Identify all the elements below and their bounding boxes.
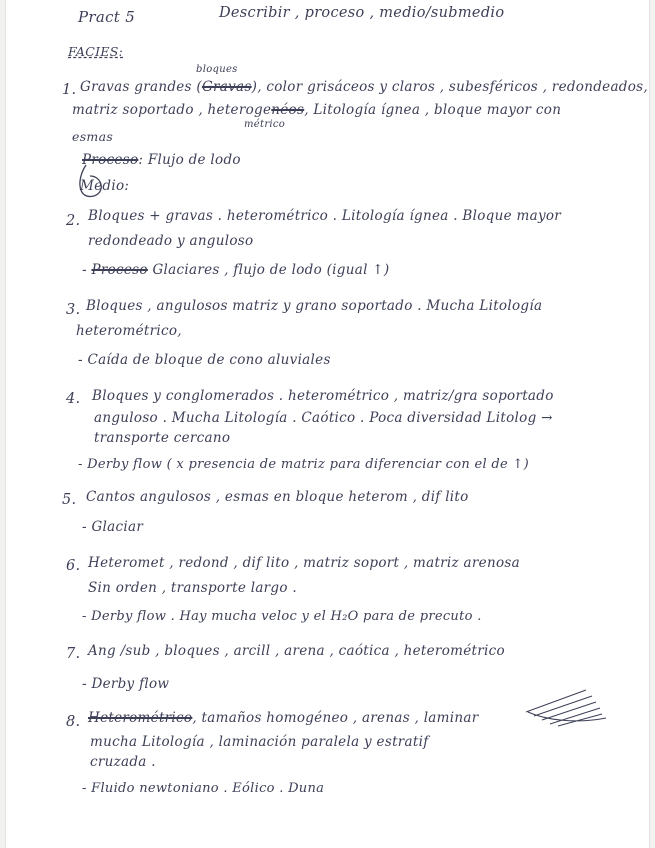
header-topics: Describir , proceso , medio/submedio bbox=[219, 5, 505, 21]
item1-line2-sub: métrico bbox=[244, 119, 286, 130]
item2-process: - Proceso Glaciares , flujo de lodo (igual ↑) bbox=[82, 262, 390, 278]
item4-line3: transporte cercano bbox=[94, 430, 231, 446]
item5-number: 5. bbox=[62, 492, 77, 508]
item4-line2: anguloso . Mucha Litología . Caótico . Poca diversidad Litolog → bbox=[94, 410, 553, 426]
item1-process: Proceso: Flujo de lodo bbox=[82, 152, 241, 168]
item7-number: 7. bbox=[66, 646, 81, 662]
item1-insert-above: bloques bbox=[196, 64, 238, 75]
item8-line1: Heterométrico, tamaños homogéneo , arenas , laminar bbox=[88, 710, 479, 726]
item8-line3: cruzada . bbox=[90, 754, 156, 770]
item6-line2: Sin orden , transporte largo . bbox=[88, 580, 297, 596]
practice-title: Pract 5 bbox=[78, 8, 136, 26]
item4-number: 4. bbox=[66, 391, 81, 407]
item8-process: - Fluido newtoniano . Eólico . Duna bbox=[82, 781, 325, 796]
item3-number: 3. bbox=[66, 302, 81, 318]
hatched-sketch bbox=[526, 690, 606, 726]
item5-line1: Cantos angulosos , esmas en bloque heterom , dif lito bbox=[86, 489, 469, 505]
item3-line2: heterométrico, bbox=[76, 323, 182, 339]
item6-process: - Derby flow . Hay mucha veloc y el H₂O para de precuto . bbox=[82, 609, 482, 624]
notebook-page bbox=[6, 0, 649, 848]
item2-line1: Bloques + gravas . heterométrico . Litología ígnea . Bloque mayor bbox=[88, 208, 562, 224]
item2-number: 2. bbox=[66, 213, 81, 229]
item7-line1: Ang /sub , bloques , arcill , arena , caótica , heterométrico bbox=[88, 643, 505, 659]
item2-line2: redondeado y anguloso bbox=[88, 233, 254, 249]
item6-line1: Heteromet , redond , dif lito , matriz soport , matriz arenosa bbox=[88, 555, 520, 571]
item4-line1: Bloques y conglomerados . heterométrico , matriz/gra soportado bbox=[92, 388, 554, 404]
item1-line3: esmas bbox=[72, 129, 114, 144]
item7-process: - Derby flow bbox=[82, 676, 170, 692]
item8-number: 8. bbox=[66, 714, 81, 730]
item3-line1: Bloques , angulosos matriz y grano soportado . Mucha Litología bbox=[86, 298, 543, 314]
item1-number: 1. bbox=[62, 82, 77, 98]
item6-number: 6. bbox=[66, 558, 81, 574]
item1-line2: matriz soportado , heterogenéos, Litología ígnea , bloque mayor con bbox=[72, 102, 562, 118]
item3-process: - Caída de bloque de cono aluviales bbox=[78, 352, 331, 368]
item1-medio: Medio: bbox=[80, 178, 130, 194]
item5-process: - Glaciar bbox=[82, 519, 144, 535]
item1-line1: Gravas grandes (Gravas), color grisáceos y claros , subesféricos , redondeados, bbox=[80, 79, 648, 95]
item8-line2: mucha Litología , laminación paralela y estratif bbox=[90, 734, 429, 750]
item4-process: - Derby flow ( x presencia de matriz para diferenciar con el de ↑) bbox=[78, 457, 529, 472]
facies-heading: FACIES: bbox=[68, 44, 124, 59]
